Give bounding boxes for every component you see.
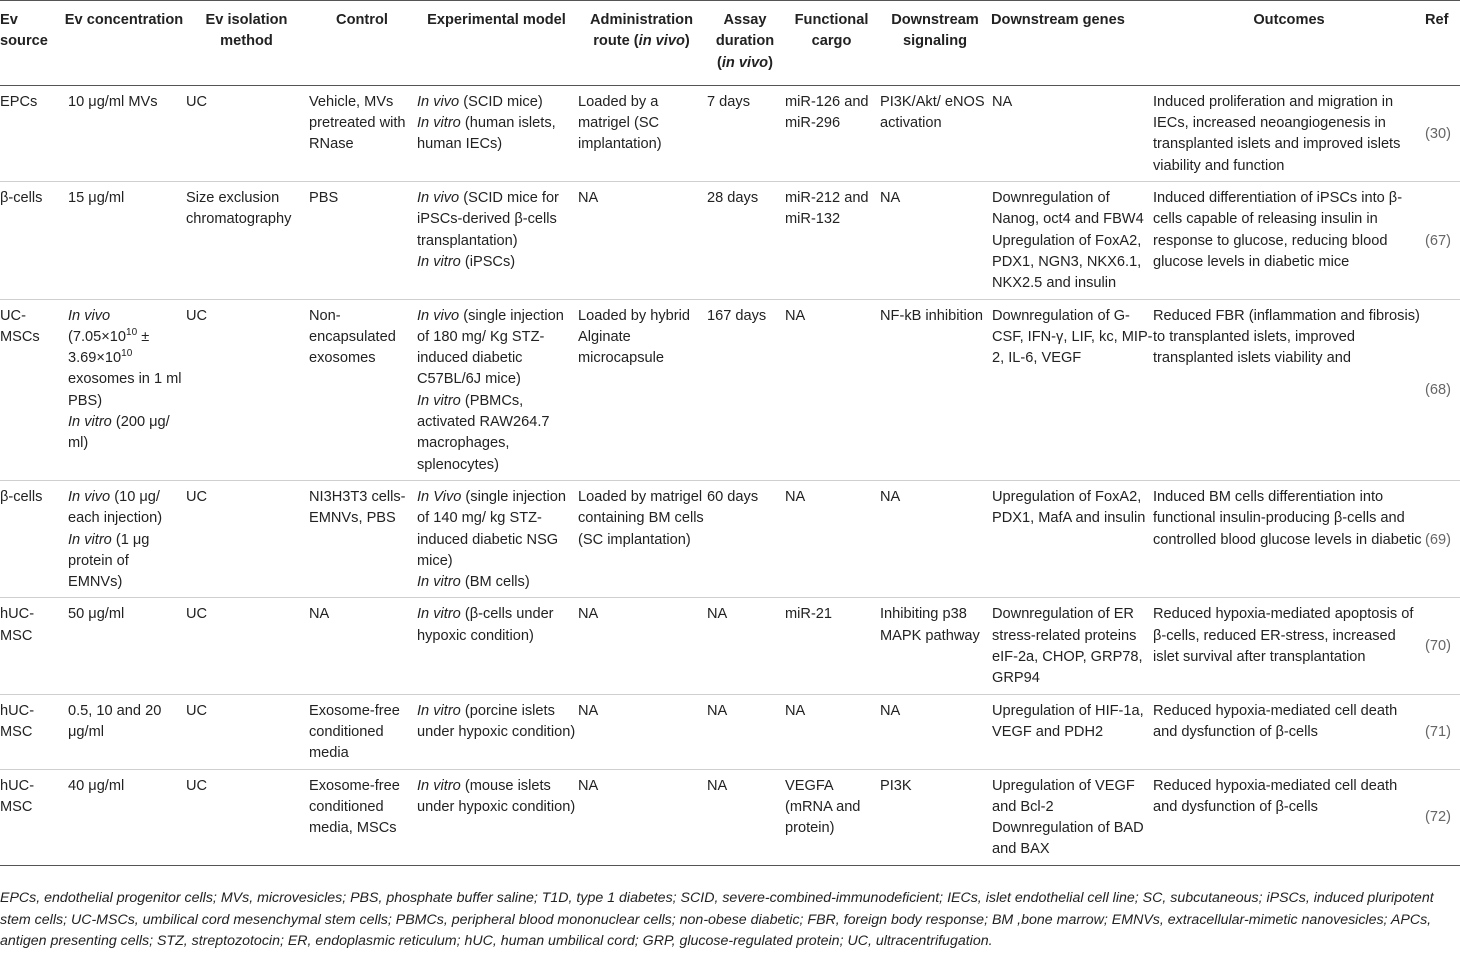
italic-label: In vivo [68,307,111,324]
cell-ev-source: β-cells [0,190,43,207]
table-row [0,85,1460,181]
cell-outcomes: Reduced hypoxia-mediated cell death and dysfunction of β-cells [1153,777,1398,815]
cell-ev-isolation: UC [186,93,208,110]
cell-experimental-model [416,299,577,480]
cell-functional-cargo: NA [785,702,806,719]
cell-line [417,776,577,819]
cell-line: 10 μg/ml MVs [68,93,158,110]
cell-text: (SCID mice) [459,93,543,110]
cell-ev-isolation: UC [186,488,208,505]
cell-line [417,604,577,647]
cell-downstream-signaling: Inhibiting p38 MAPK pathway [880,606,980,644]
table-row [0,598,1460,694]
cell-text: (7.05×10 [68,328,127,345]
table-footnote: EPCs, endothelial progenitor cells; MVs, microvesicles; PBS, phosphate buffer saline; T1D, type 1 diabetes; SCID, severe-combined-immunodeficient; IECs, islet endothelial cell line; SC, subcutaneous; iPSCs, induced pluripotent stem cells; UC-MSCs, umbilical cord mesenchymal stem cells; PBMCs, peripheral blood mononuclear cells; non-obese diabetic; FBR, foreign body response; BM ,bone marrow; EMNVs, extracellular-mimetic nanovesicles; APCs, antigen presenting cells; STZ, streptozotocin; ER, endoplasmic reticulum; hUC, human umbilical cord; GRP, glucose-regulated protein; UC, ultracentrifugation. [0,890,1434,949]
cell-downstream-genes [991,85,1153,181]
cell-assay-duration: 167 days [707,307,767,324]
cell-downstream-genes [991,598,1153,694]
table-row [0,182,1460,299]
cell-administration-route: NA [578,777,599,794]
cell-experimental-model [416,694,577,769]
cell-text: (SCID mice for iPSCs-derived β-cells transplantation) [417,190,559,249]
header-outcomes: Outcomes [1253,12,1325,28]
cell-line [417,306,577,391]
exponent: 10 [121,348,133,360]
cell-line [417,113,577,156]
cell-administration-route: Loaded by hybrid Alginate microcapsule [578,307,690,367]
cell-ev-source: hUC-MSC [0,777,35,815]
cell-control: NA [309,606,330,623]
cell-control: Exosome-free conditioned media [309,702,400,762]
italic-label: In Vivo [417,488,462,505]
cell-control: NI3H3T3 cells- EMNVs, PBS [309,488,406,527]
table-row [0,299,1460,480]
cell-functional-cargo: miR-21 [785,606,833,623]
header-row [0,1,1460,86]
table-row [0,694,1460,769]
cell-ref[interactable]: (69) [1425,531,1451,548]
cell-text: (10 μg/ each injection) [68,488,163,527]
cell-ref[interactable]: (30) [1425,125,1451,142]
italic-label: In vitro [68,414,112,431]
italic-label: In vivo [68,488,111,505]
cell-experimental-model [416,85,577,181]
cell-ev-concentration [63,299,185,480]
italic-label: In vivo [417,190,460,207]
cell-line [417,701,577,744]
cell-text: (iPSCs) [460,253,516,270]
cell-ev-isolation: UC [186,777,208,794]
cell-downstream-genes [991,299,1153,480]
header-administration-route: Administration route (in vivo) [590,12,693,50]
cell-ev-concentration [63,85,185,181]
cell-functional-cargo: miR-126 and miR-296 [785,93,869,132]
cell-line [68,327,185,412]
header-ev-concentration: Ev concentration [64,12,184,28]
cell-ev-isolation: Size exclusion chromatography [186,190,292,228]
cell-functional-cargo: NA [785,307,806,324]
cell-experimental-model [416,480,577,597]
cell-ev-source: β-cells [0,488,43,505]
cell-outcomes: Reduced FBR (inflammation and fibrosis) to transplanted islets, improved transplanted islets viability and [1153,307,1420,367]
cell-line [68,306,185,327]
cell-line [417,487,577,572]
cell-outcomes: Induced proliferation and migration in IECs, increased neoangiogenesis in transplanted islets and improved islets viability and function [1153,93,1401,174]
cell-experimental-model [416,598,577,694]
cell-downstream-signaling: PI3K [880,777,912,794]
cell-ev-concentration [63,694,185,769]
cell-ev-source: UC-MSCs [0,307,40,345]
cell-ev-source: EPCs [0,93,38,110]
header-ref: Ref [1425,12,1449,28]
cell-functional-cargo: miR-212 and miR-132 [785,190,869,228]
cell-assay-duration: 28 days [707,190,759,207]
cell-line: 40 μg/ml [68,777,125,794]
cell-administration-route: NA [578,702,599,719]
cell-downstream-signaling: NF-kB inhibition [880,307,984,324]
cell-line: Upregulation of VEGF and Bcl-2 [992,777,1135,815]
cell-line: Downregulation of BAD and BAX [992,820,1144,858]
cell-line: Upregulation of HIF-1a, VEGF and PDH2 [992,702,1144,740]
cell-line [68,487,185,530]
cell-downstream-signaling: PI3K/Akt/ eNOS activation [880,93,985,132]
cell-assay-duration: NA [707,702,728,719]
cell-downstream-genes [991,480,1153,597]
cell-text: exosomes in 1 ml PBS) [68,371,182,409]
cell-text: (BM cells) [460,574,530,591]
cell-text: (porcine islets under hypoxic condition) [417,702,576,740]
cell-text: ± 3.69×10 [68,328,150,367]
cell-outcomes: Induced BM cells differentiation into functional insulin-producing β-cells and controlled blood glucose levels in diabetic [1153,488,1422,548]
italic-label: In vitro [417,702,461,719]
cell-downstream-signaling: NA [880,488,901,505]
cell-assay-duration: 60 days [707,488,759,505]
cell-line: NA [992,93,1013,110]
cell-line: 0.5, 10 and 20 μg/ml [68,702,162,740]
italic-label: In vitro [417,392,461,409]
cell-line: Downregulation of ER stress-related proteins eIF-2a, CHOP, GRP78, GRP94 [992,606,1143,687]
cell-ev-isolation: UC [186,606,208,623]
cell-administration-route: NA [578,606,599,623]
cell-line [417,188,577,252]
cell-downstream-genes [991,769,1153,865]
italic-label: In vivo [417,93,460,110]
cell-line: Upregulation of FoxA2, PDX1, NGN3, NKX6.1, NKX2.5 and insulin [992,232,1142,292]
cell-downstream-signaling: NA [880,190,901,207]
cell-line: Downregulation of Nanog, oct4 and FBW4 [992,190,1144,228]
cell-administration-route: NA [578,190,599,207]
cell-ev-isolation: UC [186,307,208,324]
cell-assay-duration: NA [707,777,728,794]
cell-ev-concentration [63,769,185,865]
cell-text: (200 μg/ ml) [68,414,170,452]
cell-downstream-genes [991,694,1153,769]
cell-ev-concentration [63,182,185,299]
header-downstream-signaling: Downstream signaling [891,12,979,50]
cell-line: 15 μg/ml [68,190,125,207]
italic-label: In vitro [417,253,461,270]
cell-ev-isolation: UC [186,702,208,719]
cell-administration-route: Loaded by a matrigel (SC implantation) [578,93,662,153]
cell-downstream-signaling: NA [880,702,901,719]
cell-line: Upregulation of FoxA2, PDX1, MafA and insulin [992,488,1146,527]
cell-outcomes: Reduced hypoxia-mediated cell death and dysfunction of β-cells [1153,702,1398,740]
italic-label: In vitro [417,574,461,591]
italic-label: In vitro [417,606,461,623]
header-experimental-model: Experimental model [427,12,566,28]
header-control: Control [336,12,388,28]
cell-assay-duration: 7 days [707,93,750,110]
cell-line: 50 μg/ml [68,606,125,623]
header-ev-source: Ev source [0,12,48,50]
cell-ev-source: hUC-MSC [0,606,35,644]
cell-line [68,412,185,455]
cell-ref[interactable]: (72) [1425,809,1451,826]
cell-text: (PBMCs, activated RAW264.7 macrophages, splenocytes) [417,392,550,473]
italic-label: In vitro [68,531,112,548]
cell-line [68,530,185,594]
cell-assay-duration: NA [707,606,728,623]
cell-text: (1 μg protein of EMNVs) [68,531,150,591]
cell-experimental-model [416,182,577,299]
cell-line [417,391,577,476]
cell-functional-cargo: NA [785,488,806,505]
cell-line [417,92,577,113]
cell-outcomes: Induced differentiation of iPSCs into β-cells capable of releasing insulin in response to glucose, reducing blood glucose levels in diabetic mice [1153,190,1403,270]
cell-ev-source: hUC-MSC [0,702,35,740]
cell-control: PBS [309,190,339,207]
cell-experimental-model [416,769,577,865]
cell-ref[interactable]: (68) [1425,382,1451,399]
italic-label: In vitro [417,115,461,132]
italic-label: In vitro [417,777,461,794]
cell-control: Exosome-free conditioned media, MSCs [309,777,400,837]
header-downstream-genes: Downstream genes [991,12,1125,28]
header-ev-isolation: Ev isolation method [205,12,288,50]
cell-control: Non-encapsulated exosomes [309,307,396,367]
header-assay-duration: Assay duration (in vivo) [715,12,775,71]
cell-line: Downregulation of G-CSF, IFN-γ, LIF, kc, MIP-2, IL-6, VEGF [992,307,1153,367]
cell-outcomes: Reduced hypoxia-mediated apoptosis of β-cells, reduced ER-stress, increased islet survival after transplantation [1153,606,1414,666]
italic-label: In vivo [417,307,460,324]
header-functional-cargo: Functional cargo [794,12,869,50]
cell-text: (β-cells under hypoxic condition) [417,606,554,644]
cell-text: (mouse islets under hypoxic condition) [417,777,576,815]
cell-ev-concentration [63,480,185,597]
cell-ref[interactable]: (67) [1425,232,1451,249]
cell-line [417,252,577,273]
cell-text: (single injection of 140 mg/ kg STZ-induced diabetic NSG mice) [417,488,567,569]
table-row [0,769,1460,865]
exponent: 10 [126,327,138,338]
cell-ref[interactable]: (70) [1425,638,1451,655]
cell-line [417,572,577,593]
cell-functional-cargo: VEGFA (mRNA and protein) [785,777,861,837]
cell-text: (human islets, human IECs) [417,115,556,153]
cell-ref[interactable]: (71) [1425,723,1451,740]
cell-administration-route: Loaded by matrigel containing BM cells (SC implantation) [578,488,704,548]
table-body [0,85,1460,865]
cell-text: (single injection of 180 mg/ Kg STZ-induced diabetic C57BL/6J mice) [417,307,564,388]
cell-ev-concentration [63,598,185,694]
cell-control: Vehicle, MVs pretreated with RNase [309,93,406,153]
cell-downstream-genes [991,182,1153,299]
table-row [0,480,1460,597]
